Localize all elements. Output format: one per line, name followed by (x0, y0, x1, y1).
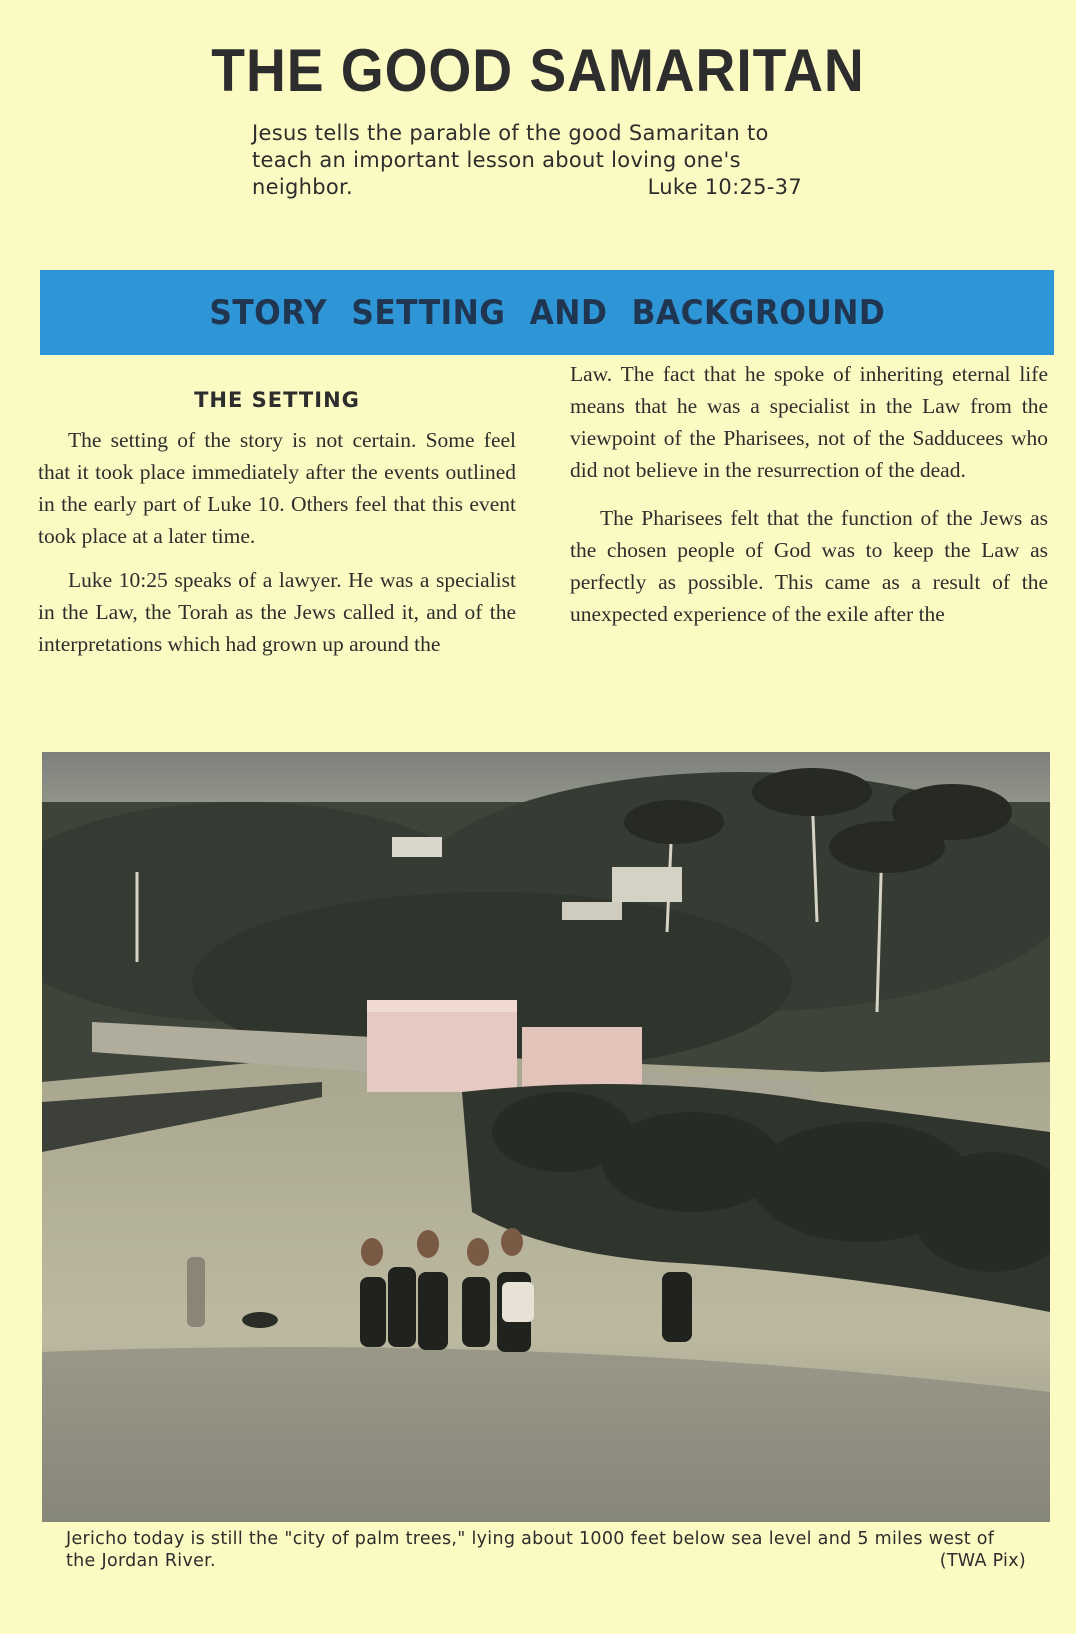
page-title: THE GOOD SAMARITAN (211, 37, 865, 104)
jericho-photo-illustration (42, 752, 1050, 1522)
paragraph: Luke 10:25 speaks of a lawyer. He was a specialist in the Law, the Torah as the Jews called it, and of the interpretations which had grown up around the (38, 568, 516, 656)
right-column (570, 358, 1048, 642)
intro-block (252, 120, 812, 201)
section-heading: THE SETTING (194, 388, 360, 412)
left-column (38, 370, 516, 672)
paragraph: Law. The fact that he spoke of inheriting eternal life means that he was a specialist in the Law from the viewpoint of the Pharisees, not of the Sadducees who did not believe in the resurrection of the dead. (570, 362, 1048, 482)
intro-text: Jesus tells the parable of the good Samaritan to teach an important lesson about loving one's neighbor. (252, 121, 769, 199)
paragraph: The Pharisees felt that the function of the Jews as the chosen people of God was to keep the Law as perfectly as possible. This came as a result of the unexpected experience of the exile after the (570, 506, 1048, 626)
photo-caption (66, 1528, 1026, 1572)
paragraph: The setting of the story is not certain. Some feel that it took place immediately after the events outlined in the early part of Luke 10. Others feel that this event took place at a later time. (38, 428, 516, 548)
section-banner-label: STORY SETTING AND BACKGROUND (209, 292, 885, 333)
jericho-photo (42, 752, 1050, 1522)
photo-credit: (TWA Pix) (939, 1551, 1026, 1571)
scripture-reference: Luke 10:25-37 (647, 175, 802, 199)
section-banner (40, 270, 1054, 355)
photo-caption-text: Jericho today is still the "city of palm trees," lying about 1000 feet below sea level and 5 miles west of the Jordan River. (66, 1529, 995, 1571)
